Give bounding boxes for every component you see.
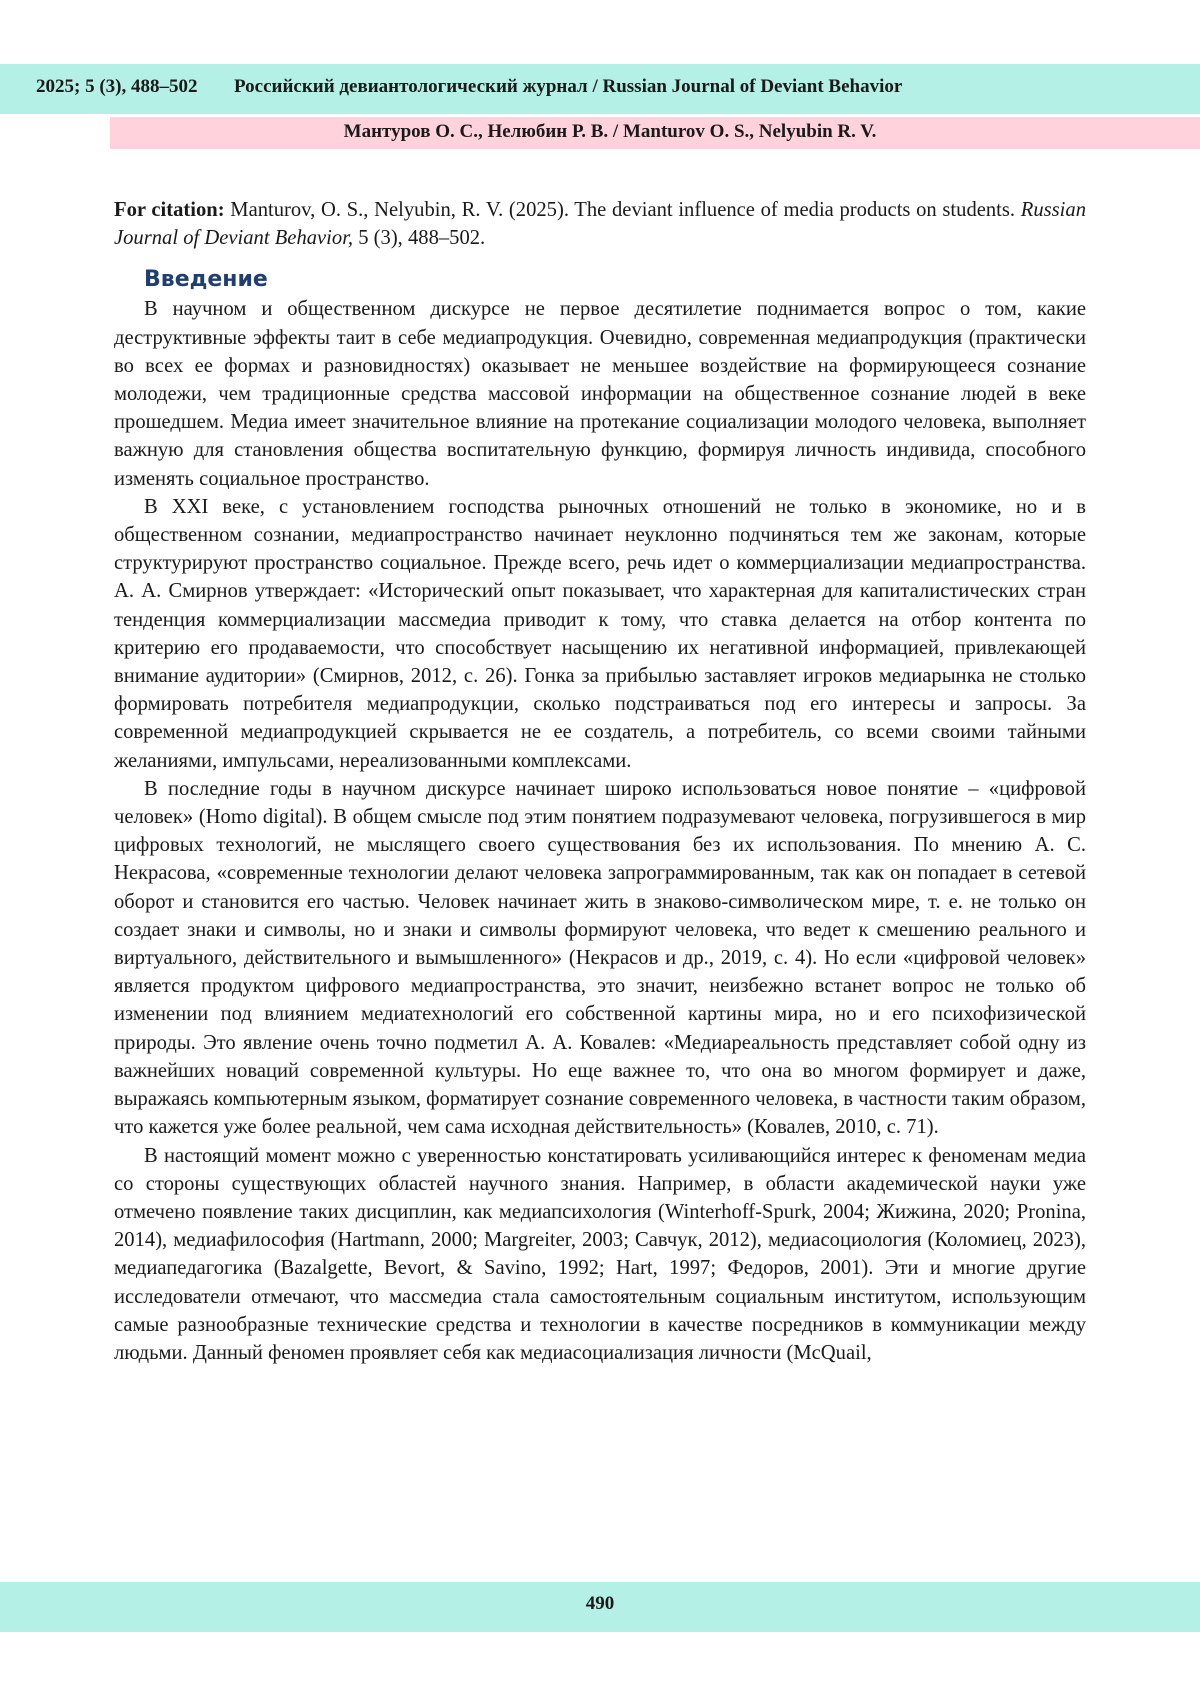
citation-block xyxy=(114,196,1086,252)
citation-label: For citation: xyxy=(114,199,225,221)
citation-journal: Russian Journal of Deviant Behavior, xyxy=(114,199,1086,250)
running-authors: Мантуров О. С., Нелюбин Р. В. / Manturov O. S., Nelyubin R. V. xyxy=(343,121,877,142)
section-heading: Введение xyxy=(144,267,268,293)
citation-volume: 5 (3), 488–502. xyxy=(353,227,486,250)
page-number: 490 xyxy=(585,1593,615,1614)
journal-issue-info: 2025; 5 (3), 488–502 xyxy=(36,76,198,97)
paragraph-4: В настоящий момент можно с уверенностью констатировать усиливающийся интерес к феноменам медиа со стороны существующих областей научного знания. Например, в области академической науки уже отмечено появление таких дисциплин, как медиапсихология (Winterhoff-Spurk, 2004; Жижина, 2020; Pronina, 2014), медиафилософия (Hartmann, 2000; Margreiter, 2003; Савчук, 2012), медиасоциология (Коломиец, 2023), медиапедагогика (Bazalgette, Bevort, & Savino, 1992; Hart, 1997; Федоров, 2001). Эти и многие другие исследователи отмечают, что массмедиа стала самостоятельным социальным институтом, использующим самые разнообразные технические средства и технологии в качестве посредников в коммуникации между людьми. Данный феномен проявляет себя как медиасоциализация личности (McQuail, xyxy=(114,1144,1086,1364)
paragraph-1: В научном и общественном дискурсе не первое десятилетие поднимается вопрос о том, какие деструктивные эффекты таит в себе медиапродукция. Очевидно, современная медиапродукция (практически во всех ее формах и разновидностях) оказывает не меньшее воздействие на формирующееся сознание молодежи, чем традиционные средства массовой информации на общественное сознание людей в веке прошедшем. Медиа имеет значительное влияние на протекание социализации молодого человека, выполняет важную для становления общества воспитательную функцию, формируя личность индивида, способного изменять социальное пространство. xyxy=(114,298,1086,490)
paragraph-3: В последние годы в научном дискурсе начинает широко использоваться новое понятие – «цифровой человек» (Homo digital). В общем смысле под этим понятием подразумевают человека, погрузившегося в мир цифровых технологий, не мыслящего своего существования без их использования. По мнению А. С. Некрасова, «современные технологии делают человека запрограммированным, так как он попадает в сетевой оборот и становится его частью. Человек начинает жить в знаково-символическом мире, т. е. не только он создает знаки и символы, но и знаки и символы формируют человека, что ведет к смешению реального и виртуального, действительного и вымышленного» (Некрасов и др., 2019, с. 4). Но если «цифровой человек» является продуктом цифрового медиапространства, это значит, неизбежно встанет вопрос не только об изменении под влиянием медиатехнологий его собственной картины мира, но и его психофизической природы. Это явление очень точно подметил А. А. Ковалев: «Медиареальность представляет собой одну из важнейших новаций современной культуры. Но еще важнее то, что она во многом формирует и даже, выражаясь компьютерным языком, форматирует сознание современного человека, в частности таким образом, что кажется уже более реальной, чем сама исходная действительность» (Ковалев, 2010, с. 71). xyxy=(114,777,1086,1139)
paragraph-2: В XXI веке, с установлением господства рыночных отношений не только в экономике, но и в общественном сознании, медиапространство начинает неуклонно подчиняться тем же законам, которые структурируют пространство социальное. Прежде всего, речь идет о коммерциализации медиапространства. А. А. Смирнов утверждает: «Исторический опыт показывает, что характерная для капиталистических стран тенденция коммерциализации массмедиа приводит к тому, что ставка делается на отбор контента по критерию его продаваемости, что способствует насыщению их негативной информацией, привлекающей внимание аудитории» (Смирнов, 2012, с. 26). Гонка за прибылью заставляет игроков медиарынка не столько формировать потребителя медиапродукции, сколько подстраиваться под его интересы и запросы. За современной медиапродукцией скрывается не ее создатель, а потребитель, со всеми своими тайными желаниями, импульсами, нереализованными комплексами. xyxy=(114,495,1086,772)
journal-title: Российский девиантологический журнал / Russian Journal of Deviant Behavior xyxy=(234,76,903,97)
citation-text: Manturov, O. S., Nelyubin, R. V. (2025). The deviant influence of media products on students. xyxy=(224,199,1021,221)
article-body xyxy=(114,196,1086,1367)
